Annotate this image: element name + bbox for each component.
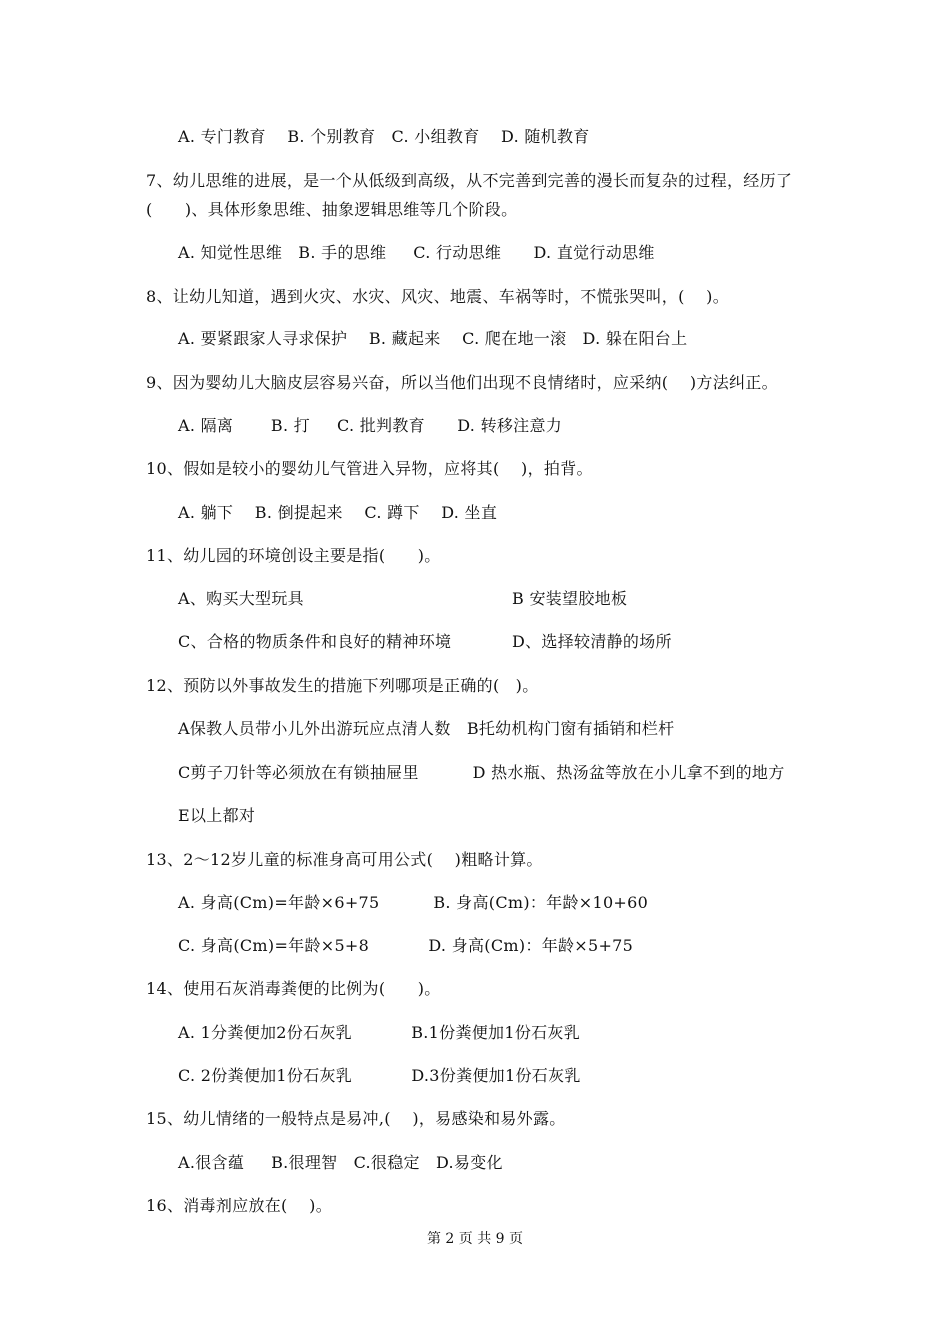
q11-stem: 11、幼儿园的环境创设主要是指( )。 [146, 546, 441, 565]
q12-options-cd: C剪子刀针等必须放在有锁抽屉里 D 热水瓶、热汤盆等放在小儿拿不到的地方 [178, 763, 785, 782]
q7-stem: 7、幼儿思维的进展，是一个从低级到高级，从不完善到完善的漫长而复杂的过程，经历了 [146, 171, 793, 190]
page-number-footer: 第 2 页 共 9 页 [426, 1231, 524, 1247]
q13-options-cd: C. 身高(Cm)=年龄×5+8 D. 身高(Cm)：年龄×5+75 [178, 936, 634, 955]
q6-options: A. 专门教育 B. 个别教育 C. 小组教育 D. 随机教育 [178, 127, 590, 146]
q16-stem: 16、消毒剂应放在( )。 [146, 1196, 332, 1215]
q13-stem: 13、2～12岁儿童的标准身高可用公式( )粗略计算。 [146, 850, 543, 869]
q13-options-ab: A. 身高(Cm)=年龄×6+75 B. 身高(Cm)：年龄×10+60 [178, 893, 649, 912]
q8-stem: 8、让幼儿知道，遇到火灾、水灾、风灾、地震、车祸等时，不慌张哭叫，( )。 [146, 287, 730, 306]
q11-option-d: D、选择较清静的场所 [512, 632, 672, 651]
q12-option-e: E以上都对 [178, 806, 256, 825]
q15-stem: 15、幼儿情绪的一般特点是易冲,( )，易感染和易外露。 [146, 1109, 566, 1128]
q12-stem: 12、预防以外事故发生的措施下列哪项是正确的( )。 [146, 676, 539, 695]
q10-options: A. 躺下 B. 倒提起来 C. 蹲下 D. 坐直 [178, 503, 498, 522]
q14-options-ab: A. 1分粪便加2份石灰乳 B.1份粪便加1份石灰乳 [178, 1023, 581, 1042]
q9-options: A. 隔离 B. 打 C. 批判教育 D. 转移注意力 [178, 416, 563, 435]
q10-stem: 10、假如是较小的婴幼儿气管进入异物，应将其( )，拍背。 [146, 459, 593, 478]
q7-stem-cont: ( )、具体形象思维、抽象逻辑思维等几个阶段。 [146, 200, 518, 219]
q11-option-b: B 安装望胶地板 [512, 589, 628, 608]
q8-options: A. 要紧跟家人寻求保护 B. 藏起来 C. 爬在地一滚 D. 躲在阳台上 [178, 329, 688, 348]
q14-stem: 14、使用石灰消毒粪便的比例为( )。 [146, 979, 441, 998]
q7-options: A. 知觉性思维 B. 手的思维 C. 行动思维 D. 直觉行动思维 [178, 243, 655, 262]
q15-options: A.很含蕴 B.很理智 C.很稳定 D.易变化 [178, 1153, 503, 1172]
q12-options-ab: A保教人员带小儿外出游玩应点清人数 B托幼机构门窗有插销和栏杆 [178, 719, 675, 738]
q14-options-cd: C. 2份粪便加1份石灰乳 D.3份粪便加1份石灰乳 [178, 1066, 581, 1085]
q9-stem: 9、因为婴幼儿大脑皮层容易兴奋，所以当他们出现不良情绪时，应采纳( )方法纠正。 [146, 373, 778, 392]
q11-option-c: C、合格的物质条件和良好的精神环境 [178, 632, 452, 651]
q11-option-a: A、购买大型玩具 [178, 589, 304, 608]
